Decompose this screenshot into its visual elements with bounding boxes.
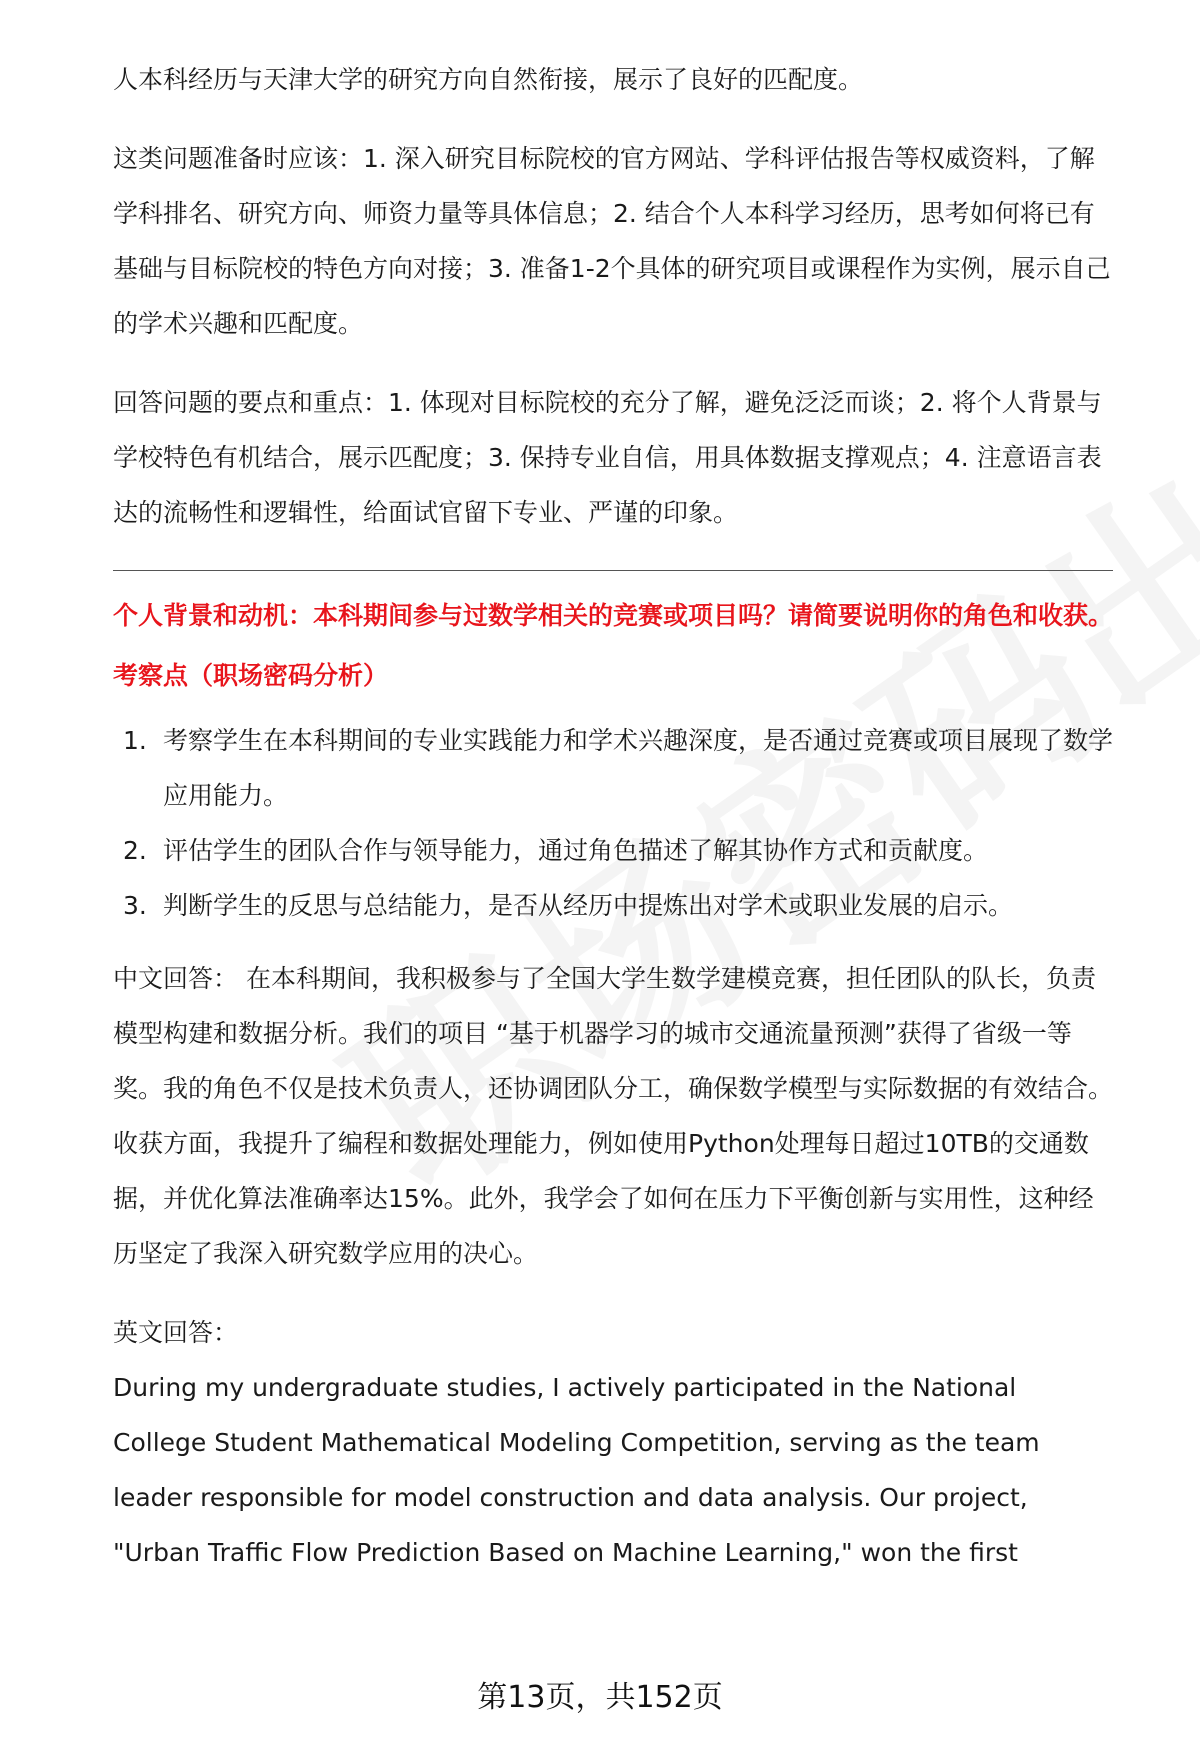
- key-points-paragraph: 回答问题的要点和重点：1. 体现对目标院校的充分了解，避免泛泛而谈；2. 将个人背景与学校特色有机结合，展示匹配度；3. 保持专业自信，用具体数据支撑观点；4. 注意语言表达的流畅性和逻辑性，给面试官留下专业、严谨的印象。: [113, 388, 1102, 527]
- assessment-title: 考察点（职场密码分析）: [113, 661, 389, 690]
- english-answer: During my undergraduate studies, I actively participated in the National College Student Mathematical Modeling Competition, serving as the team leader responsible for model construction and data analysis. Our project, "Urban Traffic Flow Prediction Based on Machine Learning," won the first: [113, 1373, 1040, 1567]
- list-item: [113, 713, 1113, 823]
- list-item: [113, 823, 1113, 878]
- page-number: 第13页，共152页: [477, 1680, 723, 1715]
- chinese-answer: 中文回答： 在本科期间，我积极参与了全国大学生数学建模竞赛，担任团队的队长，负责模型构建和数据分析。我们的项目 “基于机器学习的城市交通流量预测”获得了省级一等奖。我的角色不仅是技术负责人，还协调团队分工，确保数学模型与实际数据的有效结合。收获方面，我提升了编程和数据处理能力，例如使用Python处理每日超过10TB的交通数据，并优化算法准确率达15%。此外，我学会了如何在压力下平衡创新与实用性，这种经历坚定了我深入研究数学应用的决心。: [113, 964, 1114, 1268]
- list-item-text: 判断学生的反思与总结能力，是否从经历中提炼出对学术或职业发展的启示。: [163, 891, 1014, 920]
- question-heading: 个人背景和动机：本科期间参与过数学相关的竞赛或项目吗？请简要说明你的角色和收获。: [113, 601, 1114, 630]
- document-page: [113, 52, 1113, 1580]
- list-item-text: 考察学生在本科期间的专业实践能力和学术兴趣深度，是否通过竞赛或项目展现了数学应用能力。: [163, 726, 1114, 810]
- english-answer-label: 英文回答：: [113, 1318, 239, 1347]
- assessment-list: [113, 713, 1113, 933]
- list-item-text: 评估学生的团队合作与领导能力，通过角色描述了解其协作方式和贡献度。: [163, 836, 989, 865]
- preparation-paragraph: 这类问题准备时应该：1. 深入研究目标院校的官方网站、学科评估报告等权威资料，了解学科排名、研究方向、师资力量等具体信息；2. 结合个人本科学习经历，思考如何将已有基础与目标院校的特色方向对接；3. 准备1-2个具体的研究项目或课程作为实例，展示自己的学术兴趣和匹配度。: [113, 144, 1111, 338]
- list-item: [113, 878, 1113, 933]
- intro-tail-paragraph: 人本科经历与天津大学的研究方向自然衔接，展示了良好的匹配度。: [113, 65, 864, 94]
- list-item-number: 3.: [123, 891, 147, 920]
- section-divider: [113, 570, 1113, 571]
- list-item-number: 2.: [123, 836, 147, 865]
- list-item-number: 1.: [123, 726, 147, 755]
